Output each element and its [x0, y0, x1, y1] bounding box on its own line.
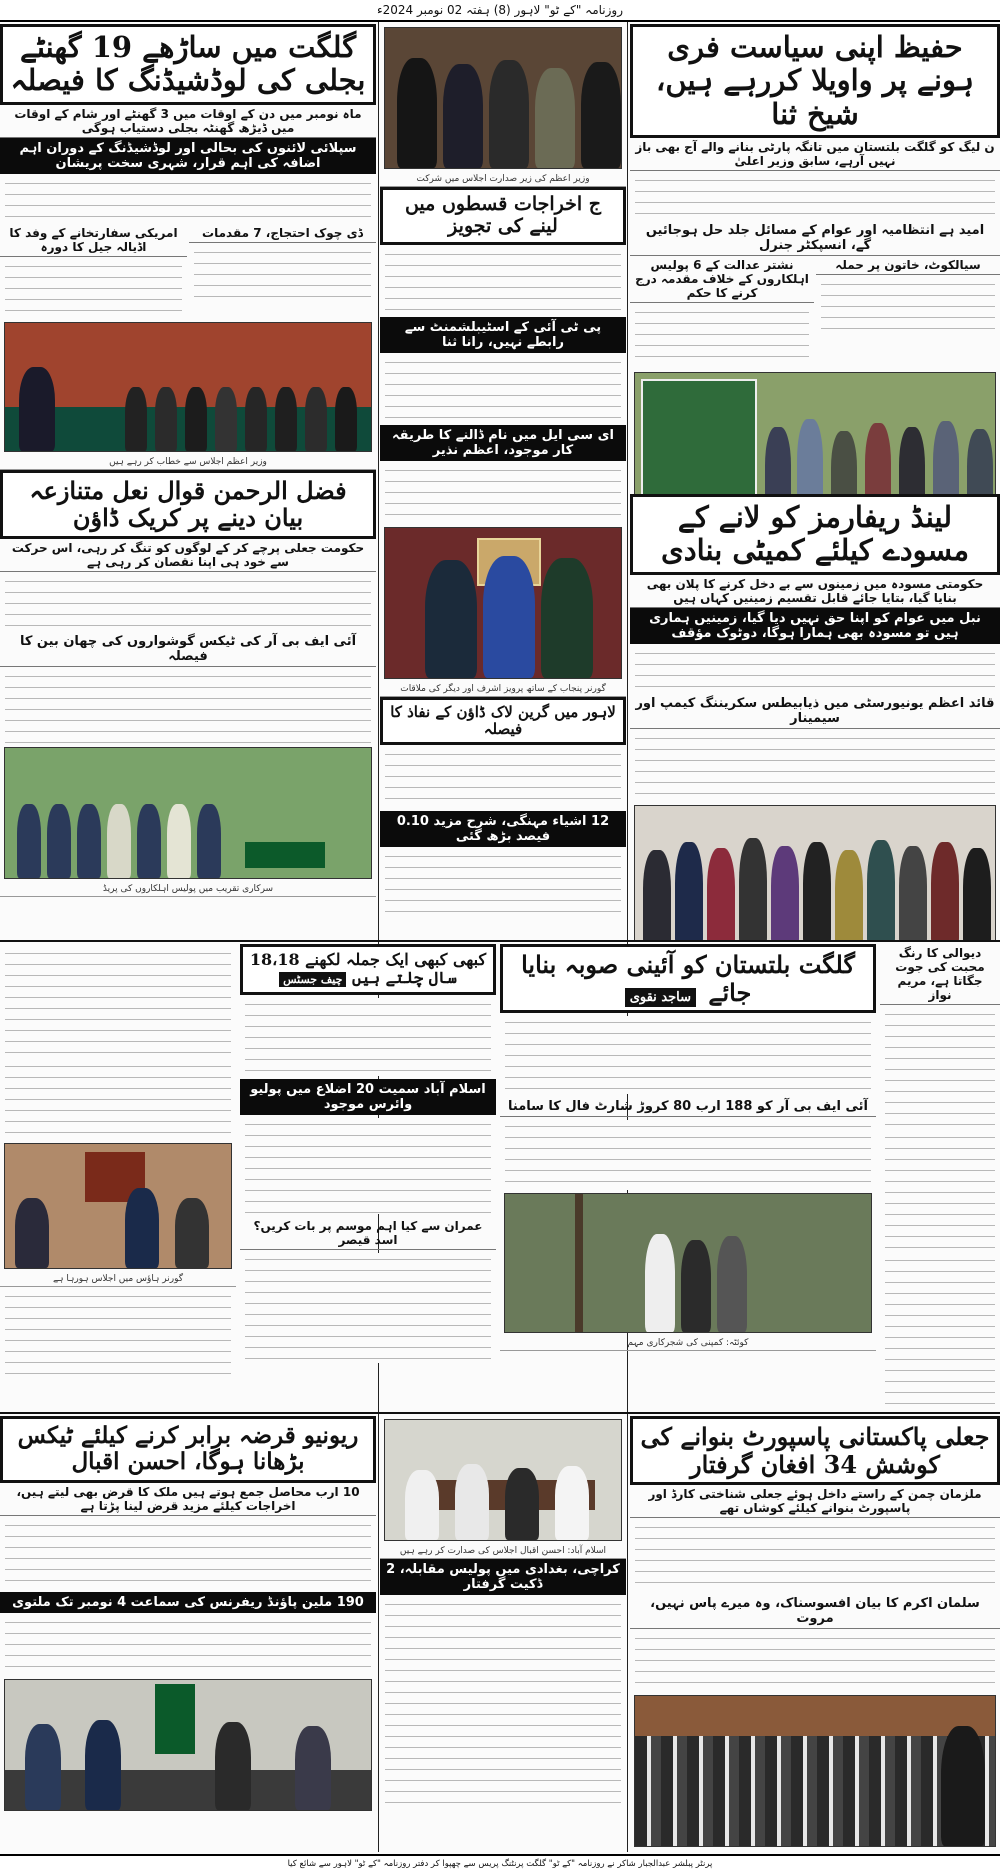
article-text	[885, 1008, 995, 1128]
headline: ریونیو قرضہ برابر کرنے کیلئے ٹیکس بڑھانا ہوگا، احسن اقبال	[0, 1416, 376, 1483]
headline: ج اخراجات قسطوں میں لینے کی تجویز	[380, 187, 626, 245]
headline: فضل الرحمن قوال نعل متنازعہ بیان دینے پر کریک ڈاؤن	[0, 470, 376, 539]
left-column-top	[0, 24, 376, 940]
headline: نشتر عدالت کے 6 پولیس اہلکاروں کے خلاف مقدمہ درج کرنے کا حکم	[630, 256, 814, 303]
photo-caption: سرکاری تقریب میں پولیس اہلکاروں کی پریڈ	[0, 882, 376, 897]
officials-photo	[4, 1679, 372, 1811]
article-text	[5, 1290, 231, 1380]
governor-house-photo	[4, 1143, 232, 1269]
headline: لاہور میں گرین لاک ڈاؤن کے نفاذ کا فیصلہ	[380, 697, 626, 746]
band-divider	[0, 940, 1000, 942]
highlight-bar: سپلائی لائنوں کی بحالی اور لوڈشیڈنگ کے دوران اہم اضافہ کی اہم قرار، شہری سخت پریشان	[0, 138, 376, 174]
headline: سلمان اکرم کا بیان افسوسناک، وہ میرے پاس نہیں، مروت	[630, 1594, 1000, 1629]
right-column-mid	[630, 494, 1000, 940]
article-text	[821, 278, 995, 338]
photo-caption: گورنر ہاؤس میں اجلاس ہورہا ہے	[0, 1272, 236, 1287]
center-right-band2	[500, 944, 876, 1410]
article-text	[5, 1616, 371, 1676]
article-text	[635, 732, 995, 802]
photo-caption: کوئٹہ: کمپنی کی شجرکاری مہم	[500, 1336, 876, 1351]
headline: ڈی چوک احتجاج، 7 مقدمات	[189, 224, 376, 243]
article-text	[194, 246, 371, 302]
headline: جعلی پاکستانی پاسپورٹ بنوانے کی کوشش 34 افغان گرفتار	[630, 1416, 1000, 1485]
highlight-bar: اسلام آباد سمیت 20 اضلاع میں پولیو وائرس موجود	[240, 1079, 496, 1115]
police-parade-photo	[4, 747, 372, 879]
photo-caption: وزیر اعظم اجلاس سے خطاب کر رہے ہیں	[0, 455, 376, 470]
article-text	[385, 356, 621, 422]
headline	[240, 944, 496, 995]
column-divider	[378, 22, 379, 1852]
article-text	[635, 647, 995, 691]
footer: پرنٹر پبلشر عبدالجبار شاکر نے روزنامہ "کے ٹو" گلگت پرنٹنگ پریس سے چھپوا کر دفتر روزنامہ "کے ٹو" لاہور سے شائع کیا	[0, 1854, 1000, 1872]
subheadline: ن لیگ کو گلگت بلتستان میں تانگہ پارٹی بنانے والے آج بھی باز نہیں آرہے، سابق وزیر اعلیٰ	[630, 138, 1000, 171]
photo-caption: گورنر پنجاب کے ساتھ پرویز اشرف اور دیگر کی ملاقات	[380, 682, 626, 697]
headline: قائد اعظم یونیورسٹی میں ذیابیطس سکریننگ کیمپ اور سیمینار	[630, 694, 1000, 729]
photo-caption	[630, 1850, 1000, 1852]
article-text	[385, 1697, 621, 1807]
right-narrow-column	[880, 944, 1000, 1410]
article-text	[5, 260, 182, 316]
headline: امید ہے انتظامیہ اور عوام کے مسائل جلد حل ہوجائیں گے، انسپکٹر جنرل	[630, 221, 1000, 256]
cabinet-meeting-photo	[4, 322, 372, 452]
highlight-bar: کراچی، بغدادی میں پولیس مقابلہ، 2 ڈکیت گرفتار	[380, 1559, 626, 1595]
right-band3	[630, 1416, 1000, 1852]
headline: آئی ایف بی آر کو 188 ارب 80 کروڑ شارٹ فال کا سامنا	[500, 1097, 876, 1117]
headline: دیوالی کا رنگ محبت کی جوت جگاتا ہے، مریم نواز	[880, 944, 1000, 1005]
article-text	[245, 1118, 491, 1214]
meeting-photo	[384, 1419, 622, 1541]
highlight-bar: پی ٹی آئی کے اسٹیبلشمنٹ سے رابطے نہیں، رانا ثنا	[380, 317, 626, 353]
subheadline: 10 ارب محاصل جمع ہوتے ہیں ملک کا قرض بھی لیتے ہیں، اخراجات کیلئے مزید قرض لینا پڑتا ہے	[0, 1483, 376, 1516]
headline: عمران سے کیا اہم موسم پر بات کریں؟ اسد قیصر	[240, 1217, 496, 1250]
article-text	[635, 174, 995, 218]
highlight-bar: 190 ملین پاؤنڈ ریفرنس کی سماعت 4 نومبر تک ملتوی	[0, 1592, 376, 1613]
article-text	[635, 1521, 995, 1591]
subheadline: حکومتی مسودہ میں زمینوں سے بے دخل کرنے کا پلان بھی بنایا گیا، بتایا جائے قابل تقسیم زمینیں کہاں ہیں	[630, 575, 1000, 608]
photo-caption: اسلام آباد: احسن اقبال اجلاس کی صدارت کر رہے ہیں	[380, 1544, 626, 1559]
group-photo	[634, 805, 996, 940]
left-band3	[0, 1416, 376, 1852]
article-text	[505, 1016, 871, 1094]
article-text	[5, 947, 231, 1057]
middle-band3	[380, 1416, 626, 1852]
article-text	[5, 670, 371, 744]
headline-text: کبھی کبھی ایک جملہ لکھنے 18،18 سال چلتے ہیں	[249, 950, 487, 988]
headline	[500, 944, 876, 1013]
article-text	[5, 575, 371, 629]
headline: امریکی سفارتخانے کے وفد کا اڈیالہ جیل کا دورہ	[0, 224, 187, 257]
article-text	[385, 464, 621, 524]
column-divider	[627, 22, 628, 1852]
headline: لینڈ ریفارمز کو لانے کے مسودے کیلئے کمیٹی بنادی	[630, 494, 1000, 575]
name-tag: چیف جسٹس	[279, 972, 346, 987]
article-text	[635, 1632, 995, 1692]
article-text	[885, 1131, 995, 1251]
center-band2	[240, 944, 496, 1410]
ribbon-cutting-photo	[634, 372, 996, 494]
article-text	[385, 748, 621, 808]
subheadline: حکومت جعلی پرچے کر کے لوگوں کو تنگ کر رہی، اس حرکت سے خود ہی اپنا نقصان کر رہی ہے	[0, 539, 376, 572]
band-divider	[0, 1412, 1000, 1414]
subheadline: ماہ نومبر میں دن کے اوقات میں 3 گھنٹے اور شام کے اوقات میں ڈیڑھ گھنٹہ بجلی دستیاب ہوگی	[0, 105, 376, 138]
article-text	[635, 306, 809, 366]
highlight-bar: ای سی ایل میں نام ڈالنے کا طریقہ کار موجود، اعظم نذیر	[380, 425, 626, 461]
photo-caption: وزیر اعظم کی زیر صدارت اجلاس میں شرکت	[380, 172, 626, 187]
headline: سیالکوٹ، خاتون پر حملہ	[816, 256, 1000, 275]
subheadline: ملزمان چمن کے راستے داخل ہوئے جعلی شناختی کارڈ اور پاسپورٹ بنوانے کیلئے کوشاں تھے	[630, 1485, 1000, 1518]
masthead: روزنامہ "کے ٹو" لاہور (8) ہفتہ 02 نومبر 2024ء	[0, 0, 1000, 22]
article-text	[245, 998, 491, 1076]
article-text	[385, 248, 621, 314]
article-text	[5, 1519, 371, 1589]
article-text	[5, 1060, 231, 1140]
highlight-bar: 12 اشیاء مہنگی، شرح مزید 0.10 فیصد بڑھ گئی	[380, 811, 626, 847]
headline: گلگت میں ساڑھے 19 گھنٹے بجلی کی لوڈشیڈنگ کا فیصلہ	[0, 24, 376, 105]
left-band2	[0, 944, 236, 1410]
middle-column-top	[380, 24, 626, 940]
article-text	[245, 1253, 491, 1363]
article-text	[385, 850, 621, 920]
highlight-bar: نبل میں عوام کو اپنا حق نہیں دیا گیا، زمینیں ہماری ہیں تو مسودہ بھی ہمارا ہوگا، دوٹوک مؤقف	[630, 608, 1000, 644]
article-text	[385, 1598, 621, 1694]
audience-photo	[634, 1695, 996, 1847]
name-tag: ساجد نقوی	[625, 988, 696, 1007]
dignitaries-photo	[384, 27, 622, 169]
right-column-top	[630, 24, 1000, 494]
headline-text: گلگت بلتستان کو آئینی صوبہ بنایا جائے	[521, 950, 855, 1007]
article-text	[505, 1120, 871, 1190]
article-text	[5, 177, 371, 221]
headline: آئی ایف بی آر کی ٹیکس گوشواروں کی چھان بین کا فیصلہ	[0, 632, 376, 667]
article-text	[885, 1254, 995, 1404]
governor-meeting-photo	[384, 527, 622, 679]
tree-planting-photo	[504, 1193, 872, 1333]
headline: حفیظ اپنی سیاست فری ہونے پر واویلا کررہے ہیں، شیخ ثنا	[630, 24, 1000, 138]
